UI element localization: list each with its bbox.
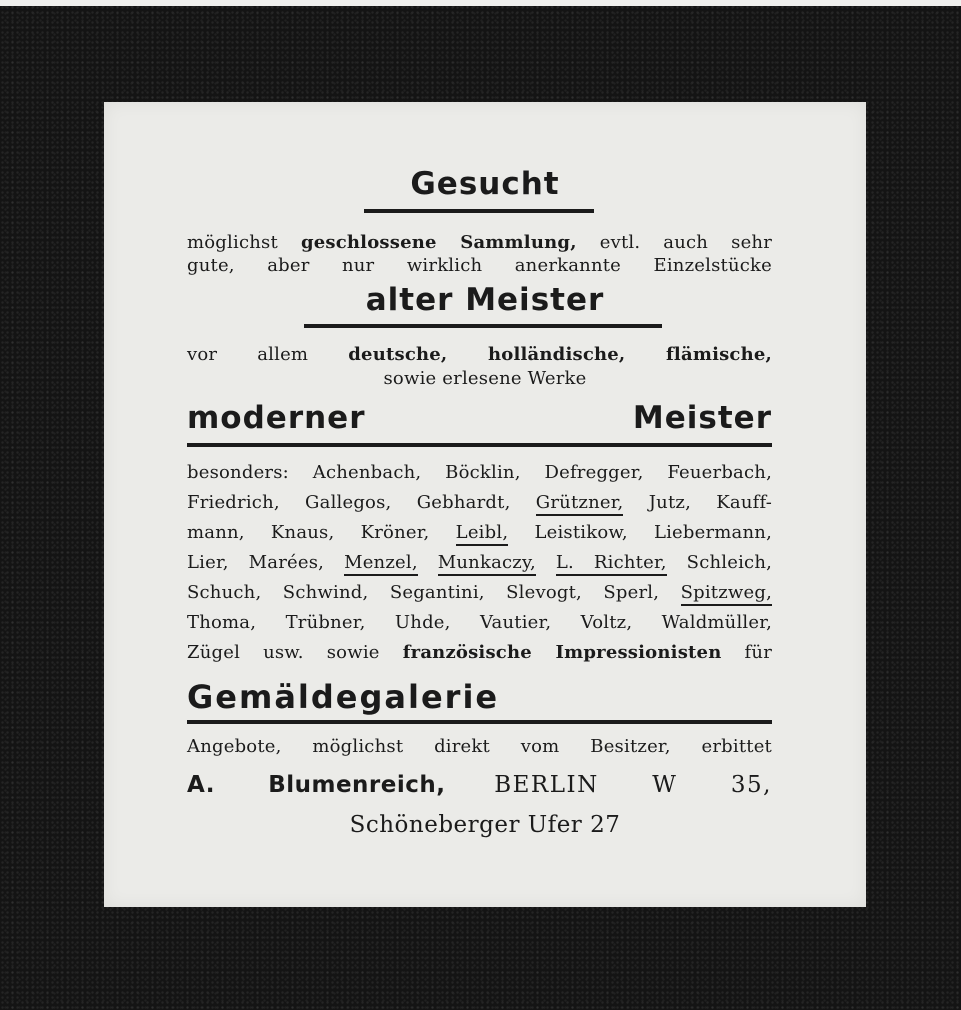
artists-line-1: besonders: Achenbach, Böcklin, Defregger, Feuerbach, — [187, 462, 772, 483]
advertisement-sheet — [104, 102, 866, 907]
artists-line-4 — [187, 552, 772, 573]
artists-line-6: Thoma, Trübner, Uhde, Vautier, Voltz, Waldmüller, — [187, 612, 772, 633]
intro-text-bold: geschlossene Sammlung, — [300, 232, 577, 253]
offer-line: Angebote, möglichst direkt vom Besitzer, erbittet — [187, 736, 772, 757]
advertiser-city: BERLIN W 35, — [494, 772, 772, 798]
heading-alter-meister: alter Meister — [365, 282, 605, 318]
artist-gruetzner-underlined: Grützner, — [536, 492, 624, 516]
artist-leibl-underlined: Leibl, — [456, 522, 509, 546]
artists-line-5 — [187, 582, 772, 603]
artist-menzel-underlined: Menzel, — [344, 552, 418, 576]
artists-line-7 — [187, 642, 772, 663]
artist-richter-underlined: L. Richter, — [556, 552, 667, 576]
sub-line-1 — [187, 344, 772, 365]
artists-line-7-bold: französische Impressionisten — [402, 642, 722, 663]
artists-line-3-b: Leistikow, Liebermann, — [534, 522, 772, 543]
intro-text-a: möglichst — [187, 232, 278, 253]
artists-line-2 — [187, 492, 772, 513]
heading-gemaeldegalerie: Gemäldegalerie — [187, 678, 500, 716]
intro-line-2: gute, aber nur wirklich anerkannte Einzelstücke — [187, 255, 772, 276]
heading-moderner-meister: moderner Meister — [187, 400, 772, 436]
artists-line-7-a: Zügel usw. sowie — [187, 642, 380, 663]
artist-spitzweg-underlined: Spitzweg, — [681, 582, 772, 606]
intro-line-1 — [187, 232, 772, 253]
artists-line-4-a: Lier, Marées, — [187, 552, 325, 573]
advertiser-street: Schöneberger Ufer 27 — [349, 812, 621, 838]
artist-munkaczy-underlined: Munkaczy, — [438, 552, 536, 576]
artists-line-2-a: Friedrich, Gallegos, Gebhardt, — [187, 492, 511, 513]
sub-text-a: vor allem — [187, 344, 309, 365]
sub-line-2: sowie erlesene Werke — [383, 368, 587, 389]
artists-line-4-b: Schleich, — [686, 552, 773, 573]
artists-line-5-a: Schuch, Schwind, Segantini, Slevogt, Sperl, — [187, 582, 660, 603]
heading-gesucht-rule — [364, 209, 594, 213]
address-line — [187, 772, 772, 798]
artists-line-7-c: für — [744, 642, 773, 663]
top-paper-edge — [0, 0, 961, 6]
intro-text-c: evtl. auch sehr — [599, 232, 773, 253]
artists-line-3-a: mann, Knaus, Kröner, — [187, 522, 430, 543]
heading-gemaeldegalerie-rule — [187, 720, 772, 724]
heading-alter-meister-rule — [304, 324, 662, 328]
heading-moderner-meister-rule — [187, 443, 772, 447]
artists-line-2-b: Jutz, Kauff- — [648, 492, 773, 513]
artists-line-3 — [187, 522, 772, 543]
heading-gesucht: Gesucht — [410, 166, 560, 202]
advertiser-name: A. Blumenreich, — [187, 772, 446, 798]
sub-text-bold: deutsche, holländische, flämische, — [348, 344, 773, 365]
